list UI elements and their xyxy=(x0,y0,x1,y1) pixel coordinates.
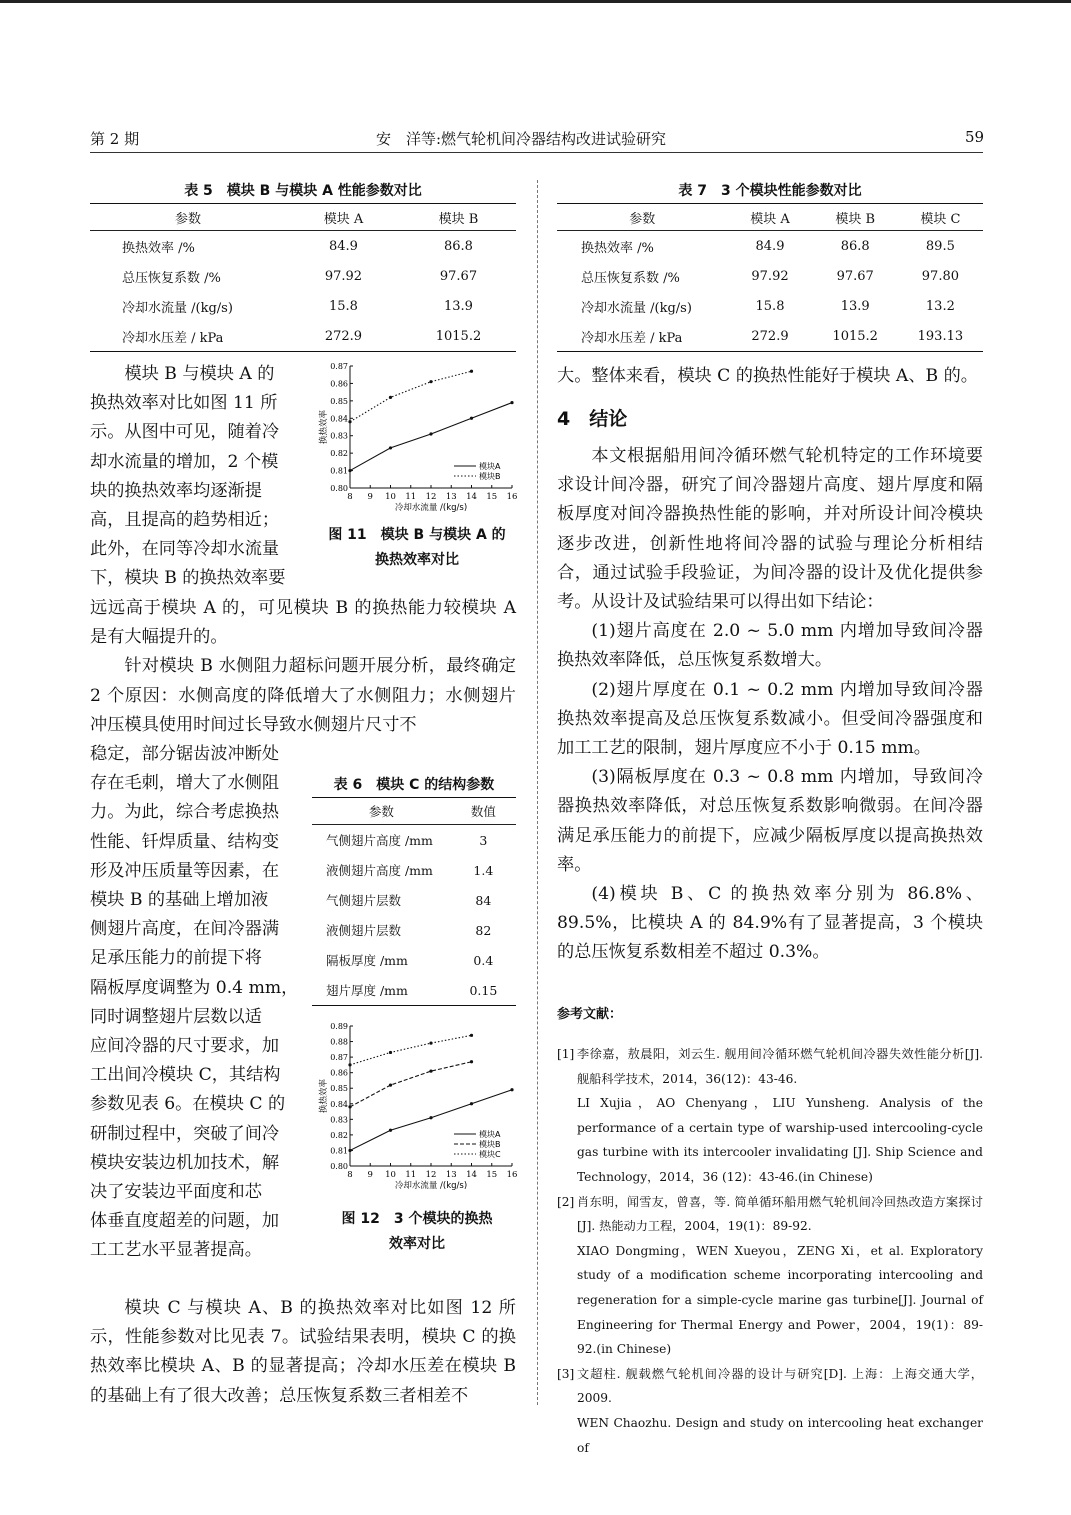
text-line: 示。从图中可见，随着冷 xyxy=(90,422,280,443)
text-block: (3)隔板厚度在 0.3 ~ 0.8 mm 内增加，导致间冷器换热效率降低，对总压恢复系数影响微弱。在间冷器满足承压能力的前提下，应减少隔板厚度以提高换热效率。 xyxy=(557,767,983,875)
y-tick-label: 0.81 xyxy=(330,466,348,476)
table-row xyxy=(90,261,516,291)
text-block: 模块 C 与模块 A、B 的换热效率对比如图 12 所示，性能参数对比见表 7。试验结果表明，模块 C 的换热效率比模块 A、B 的显著提高；冷却水压差在模块 B 的基础上有了很大改善；总压恢复系数三者相差不 xyxy=(90,1298,516,1406)
reference-item xyxy=(557,1042,983,1190)
table-row xyxy=(557,291,983,321)
y-tick-label: 0.85 xyxy=(330,1084,348,1094)
column-separator xyxy=(537,180,538,1405)
table-cell: 换热效率 /% xyxy=(581,240,654,256)
x-tick-label: 13 xyxy=(445,1170,457,1180)
text-line: 模块安装边机加技术，解 xyxy=(90,1152,280,1173)
y-tick-label: 0.83 xyxy=(330,431,348,441)
table-cell: 84 xyxy=(475,892,492,908)
table-row xyxy=(312,975,516,1006)
x-tick-label: 15 xyxy=(486,492,498,502)
data-point xyxy=(389,1084,392,1087)
table-cell: 换热效率 /% xyxy=(122,240,195,256)
data-point xyxy=(389,446,392,449)
table-row xyxy=(557,321,983,352)
text-block: 远远高于模块 A 的，可见模块 B 的换热能力较模块 A 是有大幅提升的。 xyxy=(90,598,516,648)
x-tick-label: 11 xyxy=(405,1170,417,1180)
references-list xyxy=(557,1042,983,1460)
data-point xyxy=(429,1042,432,1045)
data-point xyxy=(470,1102,473,1105)
table-cell: 隔板厚度 /mm xyxy=(326,953,408,968)
table-cell: 冷却水压差 / kPa xyxy=(122,330,224,346)
reference-item xyxy=(557,1190,983,1362)
table-cell: 97.67 xyxy=(439,268,478,284)
text-line: 足承压能力的前提下将 xyxy=(90,948,262,969)
y-tick-label: 0.89 xyxy=(330,1022,348,1031)
y-tick-label: 0.82 xyxy=(330,449,348,459)
data-point xyxy=(348,469,351,472)
x-tick-label: 8 xyxy=(347,492,353,502)
series-line-模块C xyxy=(350,1035,472,1065)
y-tick-label: 0.84 xyxy=(330,414,348,424)
table-cell: 翅片厚度 /mm xyxy=(326,983,408,998)
data-point xyxy=(470,1034,473,1037)
text-line: 下，模块 B 的换热效率要 xyxy=(90,568,286,589)
table-cell: 97.92 xyxy=(324,268,363,284)
table-cell: 272.9 xyxy=(324,328,363,344)
data-point xyxy=(510,401,513,404)
table-cell: 84.9 xyxy=(328,238,358,254)
reference-en: XIAO Dongming，WEN Xueyou，ZENG Xi，et al. Exploratory study of a modification scheme incorporating intercooling and regeneration for a simple-cycle marine gas turbine[J]. Journal of Engineering for Thermal Energy and Power，2004，19(1)：89-92.(in Chinese) xyxy=(577,1243,983,1357)
y-tick-label: 0.88 xyxy=(330,1037,348,1047)
y-tick-label: 0.83 xyxy=(330,1115,348,1125)
y-axis-label: 换热效率 xyxy=(319,1078,329,1114)
table-cell: 1.4 xyxy=(473,862,494,878)
x-tick-label: 14 xyxy=(466,1170,477,1180)
text-line: 体垂直度超差的问题，加 xyxy=(90,1211,280,1232)
text-line: 模块 B 与模块 A 的 xyxy=(124,364,275,384)
data-point xyxy=(348,1063,351,1066)
table-row xyxy=(312,915,516,945)
text-block: 本文根据船用间冷循环燃气轮机特定的工作环境要求设计间冷器，研究了间冷器翅片高度、翅片厚度和隔板厚度对间冷器换热性能的影响，并对所设计间冷模块逐步改进，创新性地将间冷器的试验与理论分析相结合，通过试验手段验证，为间冷器的设计及优化提供参考。从设计及试验结果可以得出如下结论： xyxy=(557,446,983,613)
left-paragraph-3 xyxy=(90,1294,516,1411)
reference-number: [1] xyxy=(557,1047,575,1061)
text-block: 大。整体来看，模块 C 的换热性能好于模块 A、B 的。 xyxy=(557,366,978,386)
table5-header: 模块 A xyxy=(286,204,401,231)
x-tick-label: 15 xyxy=(486,1170,498,1180)
x-tick-label: 10 xyxy=(385,1170,396,1180)
text-line: 参数见表 6。在模块 C 的 xyxy=(90,1094,286,1115)
table7-header: 模块 B xyxy=(813,204,898,231)
reference-cn: 文超柱. 舰载燃气轮机间冷器的设计与研究[D]. 上海：上海交通大学，2009. xyxy=(577,1366,983,1406)
section-heading: 4 结论 xyxy=(557,408,628,430)
y-tick-label: 0.80 xyxy=(330,484,348,493)
table-cell: 13.9 xyxy=(444,298,473,314)
caption-line: 效率对比 xyxy=(389,1236,445,1252)
series-line-模块B xyxy=(350,371,472,422)
text-line: 存在毛刺，增大了水侧阻 xyxy=(90,773,280,794)
data-point xyxy=(470,370,473,373)
data-point xyxy=(389,1051,392,1054)
text-block: (2)翅片厚度在 0.1 ~ 0.2 mm 内增加导致间冷器换热效率提高及总压恢复系数减小。但受间冷器强度和加工工艺的限制，翅片厚度应不小于 0.15 mm。 xyxy=(557,679,983,759)
y-tick-label: 0.86 xyxy=(330,1068,348,1078)
y-tick-label: 0.87 xyxy=(330,362,348,371)
reference-item xyxy=(557,1362,983,1460)
table-cell: 气侧翅片层数 xyxy=(326,893,402,908)
text-line: 高，且提高的趋势相近； xyxy=(90,510,280,531)
text-line: 同时调整翅片层数以适 xyxy=(90,1006,262,1027)
x-tick-label: 9 xyxy=(367,1170,373,1180)
text-line: 研制过程中，突破了间冷 xyxy=(90,1123,280,1144)
table6-header: 数值 xyxy=(451,798,516,825)
x-tick-label: 16 xyxy=(506,1170,518,1180)
text-line: 工出间冷模块 C，其结构 xyxy=(90,1065,281,1086)
table6-header: 参数 xyxy=(312,798,451,825)
data-point xyxy=(429,380,432,383)
x-tick-label: 16 xyxy=(506,492,518,502)
conclusion-body xyxy=(557,442,983,968)
header-rule xyxy=(90,152,983,153)
table-row xyxy=(90,321,516,352)
x-tick-label: 11 xyxy=(405,492,417,502)
reference-en: LI Xujia，AO Chenyang，LIU Yunsheng. Analysis of the performance of a certain type of warship-used intercooling-cycle gas turbine with its intercooler invalidating [J]. Ship Science and Technology，2014，36 (12)：43-46.(in Chinese) xyxy=(577,1096,983,1184)
references-heading: 参考文献： xyxy=(557,1007,623,1022)
y-tick-label: 0.82 xyxy=(330,1130,348,1140)
table-cell: 15.8 xyxy=(328,298,358,314)
reference-number: [2] xyxy=(557,1194,575,1209)
table7-header: 参数 xyxy=(557,204,727,231)
text-block: 针对模块 B 水侧阻力超标问题开展分析，最终确定 2 个原因：水侧高度的降低增大了水侧阻力；水侧翅片冲压模具使用时间过长导致水侧翅片尺寸不 xyxy=(90,656,516,735)
x-tick-label: 8 xyxy=(347,1170,353,1180)
left-paragraph-2-wrapped xyxy=(90,740,303,1266)
table-cell: 86.8 xyxy=(840,238,870,254)
data-point xyxy=(348,1149,351,1152)
top-border xyxy=(0,0,1071,3)
table-row xyxy=(557,261,983,291)
legend-label: 模块B xyxy=(479,1140,501,1149)
y-tick-label: 0.81 xyxy=(330,1146,348,1156)
text-line: 换热效率对比如图 11 所 xyxy=(90,393,278,414)
text-line: 稳定，部分锯齿波冲断处 xyxy=(90,744,280,764)
text-line: 性能、钎焊质量、结构变 xyxy=(90,831,280,852)
data-point xyxy=(429,432,432,435)
figure-12-caption xyxy=(312,1207,522,1257)
reference-number: [3] xyxy=(557,1366,575,1381)
table-cell: 3 xyxy=(479,832,488,848)
table-cell: 1015.2 xyxy=(832,328,878,344)
data-point xyxy=(429,1116,432,1119)
table-cell: 84.9 xyxy=(755,238,785,254)
table-cell: 193.13 xyxy=(917,328,964,344)
data-point xyxy=(389,1129,392,1132)
data-point xyxy=(429,1070,432,1073)
table-row xyxy=(312,885,516,915)
x-axis-label: 冷却水流量 /(kg/s) xyxy=(394,503,468,513)
table-cell: 1015.2 xyxy=(435,328,482,344)
text-line: 决了安装边平面度和芯 xyxy=(90,1182,262,1203)
table-row xyxy=(312,825,516,856)
table-cell: 97.67 xyxy=(836,268,874,284)
header-page-number: 59 xyxy=(965,128,985,146)
text-line: 块的换热效率均逐渐提 xyxy=(90,480,262,501)
left-paragraph-1-wrapped xyxy=(90,360,303,594)
text-line: 此外，在同等冷却水流量 xyxy=(90,539,280,560)
table7 xyxy=(557,203,983,352)
table-row xyxy=(312,945,516,975)
table-row xyxy=(90,291,516,321)
table-cell: 冷却水流量 /(kg/s) xyxy=(122,300,233,316)
text-line: 力。为此，综合考虑换热 xyxy=(90,802,280,823)
text-block: (4)模块 B、C 的换热效率分别为 86.8%、89.5%，比模块 A 的 84.9%有了显著提高，3 个模块的总压恢复系数相差不超过 0.3%。 xyxy=(557,884,983,963)
text-line: 模块 B 的基础上增加液 xyxy=(90,890,269,911)
table-cell: 86.8 xyxy=(444,238,473,254)
table-cell: 液侧翅片层数 xyxy=(326,923,402,938)
right-continuation xyxy=(557,362,983,391)
data-point xyxy=(348,420,351,423)
header-issue: 第 2 期 xyxy=(90,130,140,148)
text-block: (1)翅片高度在 2.0 ~ 5.0 mm 内增加导致间冷器换热效率降低，总压恢复系数增大。 xyxy=(557,621,983,671)
table-cell: 0.4 xyxy=(473,952,494,968)
caption-line: 图 12 3 个模块的换热 xyxy=(341,1211,493,1227)
table7-header: 模块 A xyxy=(727,204,812,231)
text-line: 侧翅片高度，在间冷器满 xyxy=(90,919,280,940)
table-cell: 冷却水流量 /(kg/s) xyxy=(581,300,692,316)
text-line: 隔板厚度调整为 0.4 mm， xyxy=(90,977,299,998)
table-cell: 13.9 xyxy=(840,298,870,314)
table5-header: 模块 B xyxy=(401,204,516,231)
header-title: 安 洋等:燃气轮机间冷器结构改进试验研究 xyxy=(376,130,667,148)
legend-label: 模块C xyxy=(479,1150,501,1159)
data-point xyxy=(510,1088,513,1091)
text-line: 工工艺水平显著提高。 xyxy=(90,1240,262,1261)
figure-12-chart xyxy=(312,1018,522,1198)
x-tick-label: 14 xyxy=(466,492,477,502)
series-line-模块A xyxy=(350,403,512,471)
table-cell: 13.2 xyxy=(925,298,955,314)
x-tick-label: 9 xyxy=(367,492,373,502)
table-cell: 89.5 xyxy=(925,238,955,254)
x-tick-label: 12 xyxy=(425,492,437,502)
data-point xyxy=(470,417,473,420)
legend-label: 模块A xyxy=(479,1130,501,1139)
table7-header: 模块 C xyxy=(898,204,983,231)
table-cell: 97.80 xyxy=(921,268,959,284)
reference-cn: 李徐嘉，敖晨阳，刘云生. 舰用间冷循环燃气轮机间冷器失效性能分析[J]. 舰船科学技术，2014，36(12)：43-46. xyxy=(577,1047,983,1086)
reference-en: WEN Chaozhu. Design and study on intercooling heat exchanger of xyxy=(577,1415,983,1455)
table6 xyxy=(312,797,516,1006)
legend-label: 模块A xyxy=(479,462,501,471)
table-cell: 冷却水压差 / kPa xyxy=(581,330,683,346)
table-row xyxy=(557,231,983,262)
text-line: 形及冲压质量等因素，在 xyxy=(90,860,280,881)
x-tick-label: 13 xyxy=(445,492,457,502)
text-line: 应间冷器的尺寸要求，加 xyxy=(90,1036,280,1057)
table-cell: 总压恢复系数 /% xyxy=(122,270,221,286)
legend-label: 模块B xyxy=(479,472,501,481)
left-paragraph-1-tail xyxy=(90,594,516,740)
x-tick-label: 10 xyxy=(385,492,396,502)
y-axis-label: 换热效率 xyxy=(319,409,329,445)
y-tick-label: 0.80 xyxy=(330,1162,348,1171)
table7-caption: 表 7 3 个模块性能参数对比 xyxy=(678,183,862,199)
table-cell: 97.92 xyxy=(751,268,789,284)
table-cell: 15.8 xyxy=(755,298,785,314)
caption-line: 图 11 模块 B 与模块 A 的 xyxy=(328,527,506,543)
y-tick-label: 0.86 xyxy=(330,379,348,389)
x-axis-label: 冷却水流量 /(kg/s) xyxy=(394,1181,468,1191)
table6-caption: 表 6 模块 C 的结构参数 xyxy=(333,777,495,793)
reference-cn: 肖东明，闻雪友，曾喜，等. 简单循环船用燃气轮机间冷回热改造方案探讨[J]. 热能动力工程，2004，19(1)：89-92. xyxy=(577,1194,983,1234)
table5 xyxy=(90,203,516,352)
table-row xyxy=(312,855,516,885)
table5-caption: 表 5 模块 B 与模块 A 性能参数对比 xyxy=(184,183,422,199)
y-tick-label: 0.84 xyxy=(330,1099,348,1109)
x-tick-label: 12 xyxy=(425,1170,437,1180)
figure-11-chart xyxy=(312,356,522,518)
data-point xyxy=(348,1105,351,1108)
y-tick-label: 0.85 xyxy=(330,396,348,406)
y-tick-label: 0.87 xyxy=(330,1053,348,1063)
figure-11-caption xyxy=(312,523,522,573)
data-point xyxy=(389,396,392,399)
caption-line: 换热效率对比 xyxy=(375,552,459,568)
table-cell: 总压恢复系数 /% xyxy=(581,270,680,286)
table-cell: 82 xyxy=(475,922,492,938)
table-cell: 液侧翅片高度 /mm xyxy=(326,863,433,878)
table-cell: 气侧翅片高度 /mm xyxy=(326,833,433,848)
series-line-模块B xyxy=(350,1062,472,1107)
data-point xyxy=(470,1060,473,1063)
table-cell: 272.9 xyxy=(751,328,789,344)
table-row xyxy=(90,231,516,262)
text-line: 却水流量的增加，2 个模 xyxy=(90,451,279,472)
table-cell: 0.15 xyxy=(469,982,498,998)
table5-header: 参数 xyxy=(90,204,286,231)
